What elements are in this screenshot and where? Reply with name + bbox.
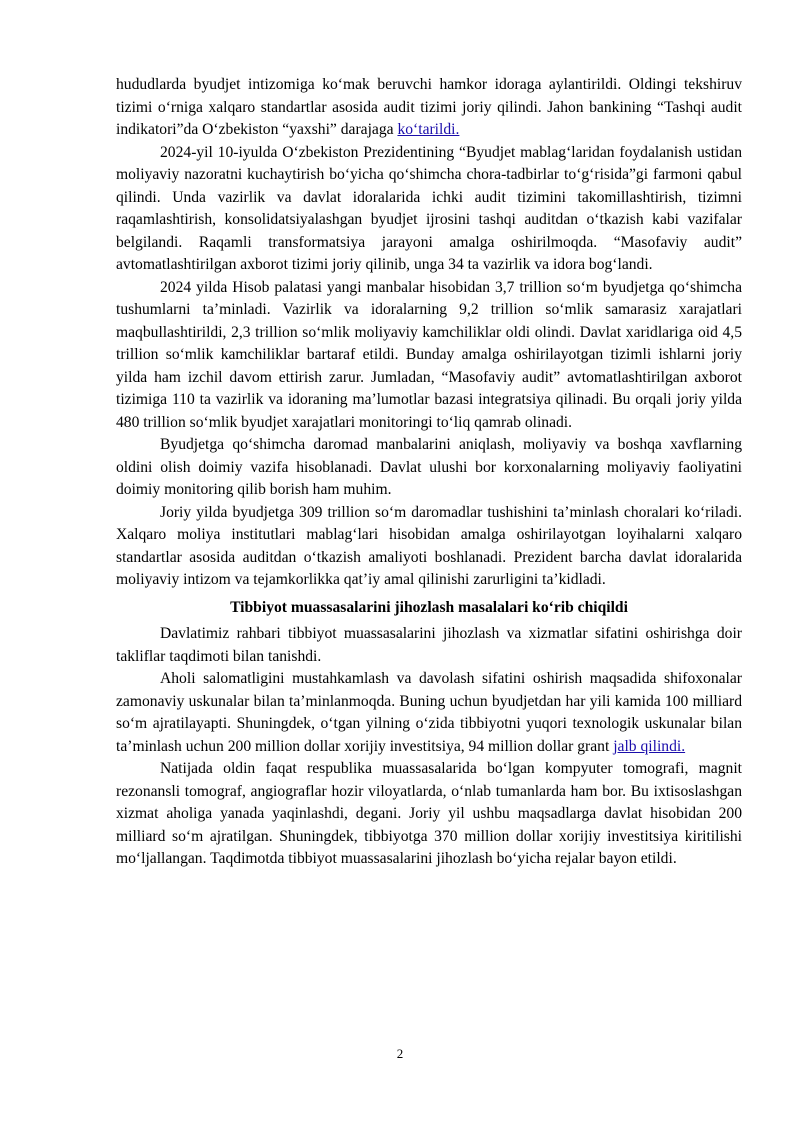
paragraph-hospital-equipment	[116, 668, 742, 758]
paragraph-equipment-results: Natijada oldin faqat respublika muassasalarida bo‘lgan kompyuter tomografi, magnit rezonansli tomograf, angiograflar hozir viloyatlarda, o‘nlab tumanlarda ham bor. Bu ixtisoslashgan xizmat aholiga yanada yaqinlashdi, degani. Joriy yil ushbu maqsadlarga davlat hisobidan 200 milliard so‘m ajratilgan. Shuningdek, tibbiyotga 370 million dollar xorijiy investitsiya kiritilishi mo‘ljallangan. Taqdimotda tibbiyot muassasalarini jihozlash bo‘yicha rejalar bayon etildi.	[116, 760, 742, 867]
source-link[interactable]: jalb qilindi.	[613, 737, 686, 755]
paragraph-revenue-sources: Byudjetga qo‘shimcha daromad manbalarini aniqlash, moliyaviy va boshqa xavflarning oldini olish doimiy vazifa hisoblanadi. Davlat ulushi bor korxonalarning moliyaviy faoliyatini doimiy monitoring qilib borish ham muhim.	[116, 436, 742, 498]
source-link[interactable]: ko‘tarildi.	[397, 121, 460, 138]
paragraph-audit-chamber-results: 2024 yilda Hisob palatasi yangi manbalar hisobidan 3,7 trillion so‘m byudjetga qo‘shimcha tushumlarni ta’minladi. Vazirlik va idoralarning 9,2 trillion so‘mlik samarasiz xarajatlari maqbullashtirildi, 2,3 trillion so‘mlik moliyaviy kamchiliklar oldi olindi. Davlat xaridlariga oid 4,5 trillion so‘mlik kamchiliklar bartaraf etildi. Bunday amalga oshirilayotgan tizimli ishlarni joriy yilda ham izchil davom ettirish zarur. Jumladan, “Masofaviy audit” avtomatlashtirilgan axborot tizimiga 110 ta vazirlik va idoraning ma’lumotlar bazasi integratsiya qilinadi. Bu orqali joriy yilda 480 trillion so‘mlik byudjet xarajatlari monitoringi to‘liq qamrab olinadi.	[116, 278, 742, 431]
paragraph-text: hududlarda byudjet intizomiga ko‘mak beruvchi hamkor idoraga aylantirildi. Oldingi tekshiruv tizimi o‘rniga xalqaro standartlar asosida audit tizimi joriy qilindi. Jahon bankining “Tashqi audit indikatori”da O‘zbekiston “yaxshi” darajaga	[116, 76, 742, 138]
paragraph-text: Aholi salomatligini mustahkamlash va davolash sifatini oshirish maqsadida shifoxonalar zamonaviy uskunalar bilan ta’minlanmoqda. Buning uchun byudjetdan har yili kamida 100 milliard so‘m ajratilayapti. Shuningdek, o‘tgan yilning o‘zida tibbiyotni yuqori texnologik uskunalar bilan ta’minlash uchun 200 million dollar xorijiy investitsiya, 94 million dollar grant	[116, 670, 742, 755]
page-number: 2	[396, 1046, 404, 1061]
section-heading-medical-equipment: Tibbiyot muassasalarini jihozlash masalalari ko‘rib chiqildi	[230, 598, 628, 616]
paragraph-presentation-intro: Davlatimiz rahbari tibbiyot muassasalarini jihozlash va xizmatlar sifatini oshirishga doir takliflar taqdimoti bilan tanishdi.	[116, 625, 742, 665]
paragraph-audit-system	[116, 74, 742, 142]
paragraph-presidential-decree: 2024-yil 10-iyulda O‘zbekiston Prezidentining “Byudjet mablag‘laridan foydalanish ustidan moliyaviy nazoratni kuchaytirish bo‘yicha qo‘shimcha chora-tadbirlar to‘g‘risida”gi farmoni qabul qilindi. Unda vazirlik va davlat idoralarida ichki audit tizimini takomillashtirish, tizimni raqamlashtirish, konsolidatsiyalashgan byudjet ijrosini tashqi auditdan o‘tkazish kabi vazifalar belgilandi. Raqamli transformatsiya jarayoni amalga oshirilmoqda. “Masofaviy audit” avtomatlashtirilgan axborot tizimi joriy qilinib, unga 34 ta vazirlik va idora bog‘landi.	[116, 143, 742, 273]
document-body	[116, 74, 742, 871]
paragraph-budget-revenue: Joriy yilda byudjetga 309 trillion so‘m daromadlar tushishini ta’minlash choralari ko‘riladi. Xalqaro moliya institutlari mablag‘lari hisobidan amalga oshirilayotgan loyihalarni xalqaro standartlar asosida auditdan o‘tkazish amaliyoti boshlanadi. Prezident barcha davlat idoralarida moliyaviy intizom va tejamkorlikka qat’iy amal qilinishi zarurligini ta’kidladi.	[116, 503, 742, 588]
